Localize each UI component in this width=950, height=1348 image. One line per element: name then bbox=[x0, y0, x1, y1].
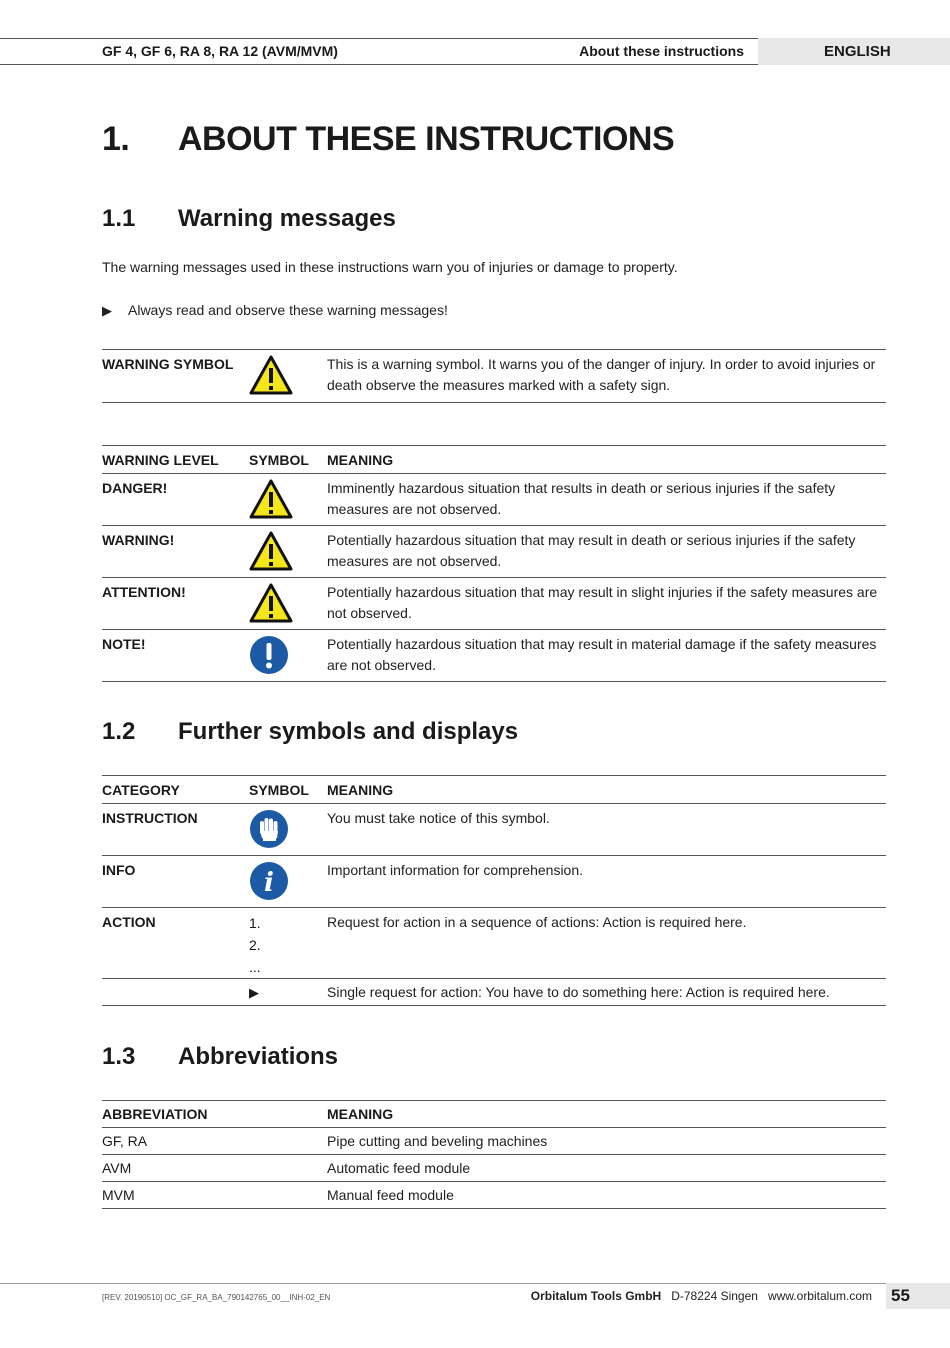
page-number: 55 bbox=[891, 1286, 910, 1305]
abbreviation-meaning: Pipe cutting and beveling machines bbox=[327, 1133, 548, 1149]
category-meaning: Single request for action: You have to do something here: Action is required here. bbox=[327, 984, 830, 1000]
play-triangle-icon: ▶ bbox=[102, 303, 112, 318]
chapter-title-text: ABOUT THESE INSTRUCTIONS bbox=[178, 120, 675, 158]
column-header-category: CATEGORY bbox=[102, 782, 180, 798]
action-sequence-symbols bbox=[249, 912, 261, 978]
warning-level-meaning: Potentially hazardous situation that may result in slight injuries if the safety measures are not observed. bbox=[327, 584, 878, 621]
table-row bbox=[102, 526, 886, 578]
category-info: INFO bbox=[102, 862, 136, 878]
table-row bbox=[102, 474, 886, 526]
chapter-title bbox=[102, 120, 674, 159]
footer-rule bbox=[0, 1283, 886, 1284]
section-number: 1.3 bbox=[102, 1043, 136, 1070]
warning-symbol-table bbox=[102, 349, 886, 403]
warning-triangle-icon bbox=[249, 355, 293, 395]
abbreviation-meaning: Manual feed module bbox=[327, 1187, 454, 1203]
info-circle-icon bbox=[249, 861, 289, 901]
header-rule-bottom bbox=[0, 64, 758, 65]
abbreviation: GF, RA bbox=[102, 1133, 148, 1149]
warning-level-meaning: Potentially hazardous situation that may result in material damage if the safety measures are not observed. bbox=[327, 636, 877, 673]
table-row bbox=[102, 1128, 886, 1155]
category-meaning: You must take notice of this symbol. bbox=[327, 810, 550, 826]
column-header-symbol: SYMBOL bbox=[249, 452, 309, 468]
table-row bbox=[102, 1182, 886, 1209]
intro-paragraph: The warning messages used in these instructions warn you of injuries or damage to property. bbox=[102, 259, 678, 275]
play-triangle-icon: ▶ bbox=[249, 985, 259, 1000]
warning-symbol-description: This is a warning symbol. It warns you of the danger of injury. In order to avoid injuries or death observe the measures marked with a safety sign. bbox=[327, 356, 876, 393]
table-row bbox=[102, 908, 886, 979]
table-header-row bbox=[102, 445, 886, 474]
abbreviation: AVM bbox=[102, 1160, 132, 1176]
warning-level-meaning: Imminently hazardous situation that results in death or serious injuries if the safety measures are not observed. bbox=[327, 480, 836, 517]
warning-levels-table bbox=[102, 445, 886, 682]
sequence-ellipsis: ... bbox=[249, 959, 261, 975]
warning-level-meaning: Potentially hazardous situation that may result in death or serious injuries if the safety measures are not observed. bbox=[327, 532, 856, 569]
header-rule-top bbox=[0, 38, 758, 39]
action-bullet bbox=[102, 302, 448, 319]
glove-instruction-icon bbox=[249, 809, 289, 849]
table-row bbox=[102, 1155, 886, 1182]
table-header-row bbox=[102, 1100, 886, 1128]
table-header-row bbox=[102, 775, 886, 804]
section-heading-1-3 bbox=[102, 1043, 338, 1071]
footer-website[interactable]: www.orbitalum.com bbox=[767, 1289, 872, 1303]
category-meaning: Request for action in a sequence of actions: Action is required here. bbox=[327, 914, 747, 930]
symbols-table bbox=[102, 775, 886, 1006]
warning-triangle-icon bbox=[249, 583, 293, 623]
category-instruction: INSTRUCTION bbox=[102, 810, 198, 826]
warning-level-danger: DANGER! bbox=[102, 480, 168, 496]
header-models: GF 4, GF 6, RA 8, RA 12 (AVM/MVM) bbox=[102, 43, 338, 59]
footer-company: Orbitalum Tools GmbH bbox=[530, 1289, 662, 1303]
warning-triangle-icon bbox=[249, 531, 293, 571]
header-language-tab bbox=[758, 38, 950, 65]
warning-level-warning: WARNING! bbox=[102, 532, 175, 548]
warning-level-attention: ATTENTION! bbox=[102, 584, 186, 600]
warning-level-note: NOTE! bbox=[102, 636, 146, 652]
page-number-tab bbox=[886, 1283, 950, 1309]
header-language-label: ENGLISH bbox=[824, 43, 891, 60]
warning-triangle-icon bbox=[249, 479, 293, 519]
table-row bbox=[102, 578, 886, 630]
svg-text:i: i bbox=[264, 868, 274, 898]
chapter-number: 1. bbox=[102, 120, 130, 158]
warning-symbol-label: WARNING SYMBOL bbox=[102, 356, 234, 372]
sequence-step-2: 2. bbox=[249, 937, 261, 953]
section-heading-1-1 bbox=[102, 205, 396, 233]
section-title: Abbreviations bbox=[178, 1043, 339, 1070]
column-header-abbreviation: ABBREVIATION bbox=[102, 1106, 208, 1122]
column-header-warning-level: WARNING LEVEL bbox=[102, 452, 219, 468]
table-row bbox=[102, 349, 886, 403]
sequence-step-1: 1. bbox=[249, 915, 261, 931]
column-header-meaning: MEANING bbox=[327, 782, 394, 798]
header-section-title: About these instructions bbox=[579, 43, 744, 59]
footer-address: D-78224 Singen bbox=[671, 1289, 758, 1303]
section-title: Warning messages bbox=[178, 205, 396, 232]
category-meaning: Important information for comprehension. bbox=[327, 862, 584, 878]
section-heading-1-2 bbox=[102, 718, 518, 746]
column-header-meaning: MEANING bbox=[327, 452, 394, 468]
category-action: ACTION bbox=[102, 914, 156, 930]
table-row bbox=[102, 630, 886, 682]
footer-company-info bbox=[531, 1289, 872, 1303]
table-row bbox=[102, 979, 886, 1006]
page-footer bbox=[0, 1283, 950, 1309]
column-header-meaning: MEANING bbox=[327, 1106, 394, 1122]
table-row bbox=[102, 856, 886, 908]
exclamation-circle-icon bbox=[249, 635, 289, 675]
column-header-symbol: SYMBOL bbox=[249, 782, 309, 798]
footer-revision: [REV. 20190510] OC_GF_RA_BA_790142765_00__INH-02_EN bbox=[102, 1293, 331, 1302]
action-bullet-text: Always read and observe these warning messages! bbox=[128, 302, 448, 318]
abbreviations-table bbox=[102, 1100, 886, 1209]
abbreviation: MVM bbox=[102, 1187, 135, 1203]
section-title: Further symbols and displays bbox=[178, 718, 519, 745]
section-number: 1.2 bbox=[102, 718, 136, 745]
abbreviation-meaning: Automatic feed module bbox=[327, 1160, 471, 1176]
table-row bbox=[102, 804, 886, 856]
section-number: 1.1 bbox=[102, 205, 136, 232]
page-header bbox=[0, 38, 950, 65]
